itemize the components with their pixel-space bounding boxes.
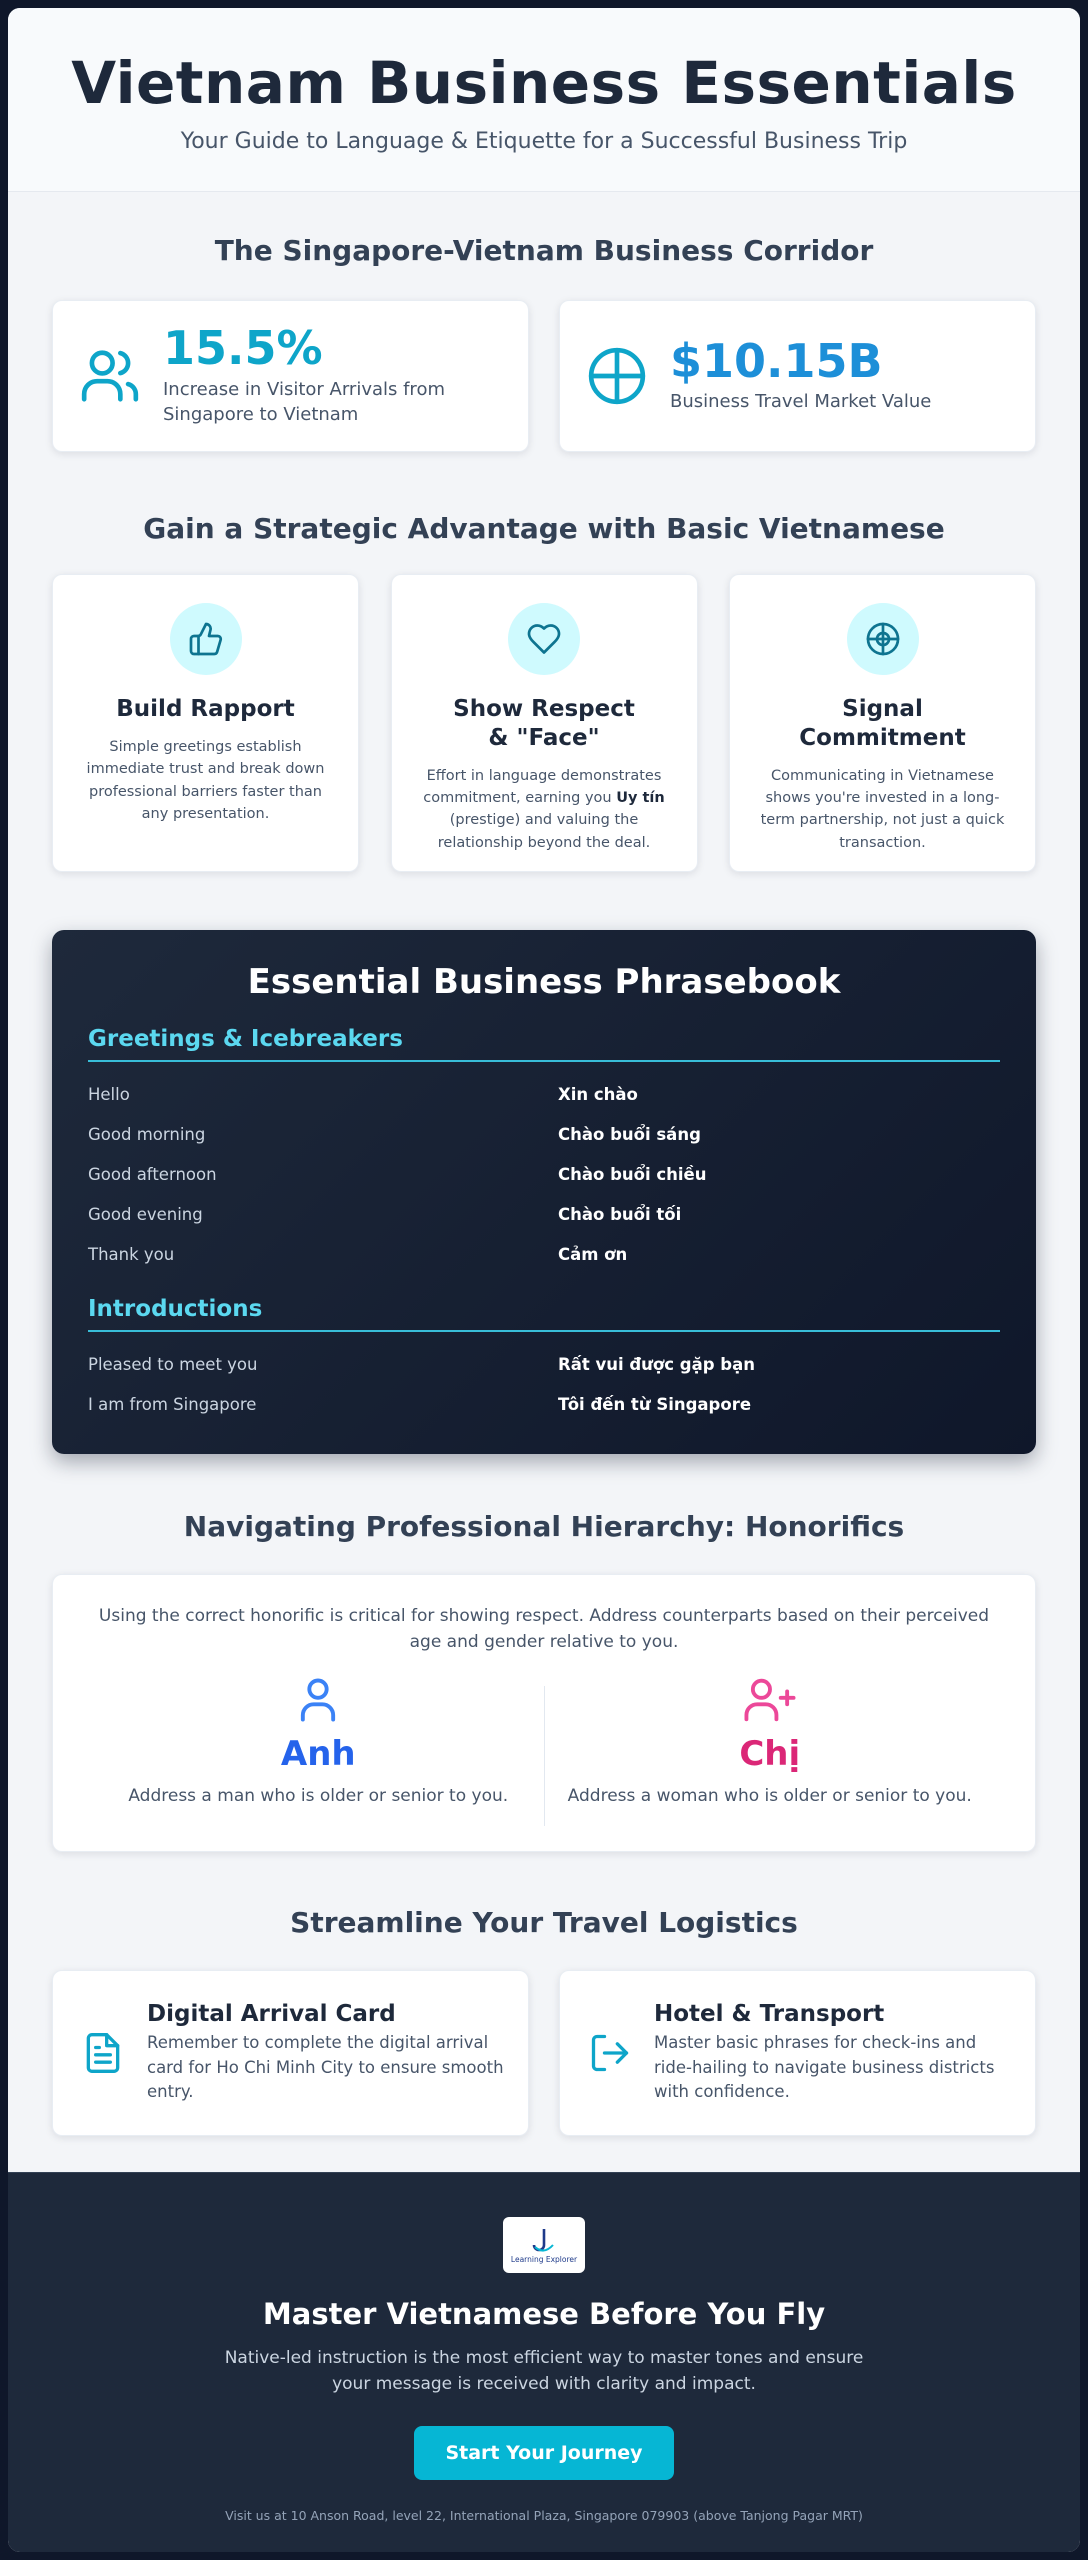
stat-value: $10.15B bbox=[670, 334, 883, 389]
text-segment: Effort in language demonstrates commitment, earning you bbox=[423, 767, 662, 806]
globe-icon bbox=[865, 621, 901, 657]
phrasebook-section-heading: Introductions bbox=[88, 1296, 1000, 1332]
phrase-vietnamese: Tôi đến từ Singapore bbox=[558, 1394, 752, 1414]
footer-subtitle: Native-led instruction is the most efficient way to master tones and ensure your message is received with clarity and impact. bbox=[224, 2348, 864, 2395]
advantage-card-build-rapport bbox=[52, 574, 359, 872]
logistics-card-hotel bbox=[559, 1970, 1036, 2136]
phrasebook-title: Essential Business Phrasebook bbox=[247, 962, 841, 1002]
document-icon bbox=[81, 2031, 125, 2075]
stat-card-visitor-arrivals bbox=[52, 300, 529, 452]
phrase-english: Good evening bbox=[88, 1204, 203, 1224]
advantage-icon-circle bbox=[847, 603, 919, 675]
phrase-row bbox=[88, 1154, 1000, 1194]
logistics-card-text: Master basic phrases for check-ins and ride-hailing to navigate business districts with confidence. bbox=[654, 2032, 995, 2102]
stat-label: Increase in Visitor Arrivals from Singapore to Vietnam bbox=[163, 378, 445, 426]
honorific-word: Anh bbox=[280, 1733, 356, 1774]
users-icon bbox=[79, 345, 141, 407]
logistics-section-title: Streamline Your Travel Logistics bbox=[290, 1906, 798, 1939]
advantage-icon-circle bbox=[508, 603, 580, 675]
advantage-cards bbox=[52, 574, 1036, 872]
page-title: Vietnam Business Essentials bbox=[71, 49, 1017, 117]
globe-icon bbox=[586, 345, 648, 407]
corridor-stats bbox=[52, 300, 1036, 452]
phrase-row bbox=[88, 1114, 1000, 1154]
footer-address: Visit us at 10 Anson Road, level 22, International Plaza, Singapore 079903 (above Tanjong Pagar MRT) bbox=[225, 2507, 863, 2523]
honorific-anh bbox=[93, 1674, 544, 1826]
advantage-icon-circle bbox=[170, 603, 242, 675]
honorific-description: Address a woman who is older or senior to you. bbox=[567, 1785, 972, 1806]
phrasebook-panel bbox=[52, 930, 1036, 1454]
phrase-vietnamese: Cảm ơn bbox=[558, 1244, 628, 1264]
advantage-card-text: Simple greetings establish immediate trust and break down professional barriers faster than any presentation. bbox=[86, 738, 325, 823]
advantage-card-show-respect bbox=[391, 574, 698, 872]
phrase-row bbox=[88, 1384, 1000, 1424]
advantage-card-text bbox=[418, 765, 671, 855]
corridor-section-title: The Singapore-Vietnam Business Corridor bbox=[214, 234, 874, 267]
phrase-english: I am from Singapore bbox=[88, 1394, 257, 1414]
footer-title: Master Vietnamese Before You Fly bbox=[262, 2297, 826, 2331]
advantage-card-signal-commitment bbox=[729, 574, 1036, 872]
logistics-card-text: Remember to complete the digital arrival card for Ho Chi Minh City to ensure smooth entry. bbox=[147, 2032, 504, 2102]
stat-label: Business Travel Market Value bbox=[670, 391, 932, 413]
page bbox=[8, 8, 1080, 2552]
phrase-english: Good morning bbox=[88, 1124, 206, 1144]
brand-logo bbox=[503, 2217, 585, 2273]
advantage-card-text: Communicating in Vietnamese shows you're invested in a long-term partnership, not just a quick transaction. bbox=[760, 767, 1005, 851]
phrase-row bbox=[88, 1074, 1000, 1114]
text-segment: (prestige) and valuing the relationship beyond the deal. bbox=[437, 812, 651, 851]
page-subtitle: Your Guide to Language & Etiquette for a Successful Business Trip bbox=[180, 128, 908, 154]
phrase-row bbox=[88, 1194, 1000, 1234]
phrase-vietnamese: Xin chào bbox=[558, 1084, 638, 1104]
advantage-section-title: Gain a Strategic Advantage with Basic Vietnamese bbox=[143, 512, 945, 545]
advantage-card-title: Show Respect & "Face" bbox=[453, 696, 635, 751]
phrase-row bbox=[88, 1344, 1000, 1384]
phrase-english: Hello bbox=[88, 1084, 130, 1104]
phrase-english: Pleased to meet you bbox=[88, 1354, 258, 1374]
phrase-list-introductions bbox=[88, 1344, 1000, 1424]
phrase-vietnamese: Chào buổi chiều bbox=[558, 1164, 707, 1184]
phrase-vietnamese: Chào buổi sáng bbox=[558, 1124, 701, 1144]
user-plus-icon bbox=[740, 1674, 800, 1726]
phrase-list-greetings bbox=[88, 1074, 1000, 1274]
log-in-icon bbox=[588, 2031, 632, 2075]
phrase-row bbox=[88, 1234, 1000, 1274]
stat-card-market-value bbox=[559, 300, 1036, 452]
logo-text: Learning Explorer bbox=[510, 2254, 578, 2264]
start-journey-button[interactable]: Start Your Journey bbox=[414, 2426, 674, 2480]
phrasebook-section-heading: Greetings & Icebreakers bbox=[88, 1026, 1000, 1062]
stat-value: 15.5% bbox=[163, 321, 323, 376]
user-icon bbox=[292, 1674, 344, 1726]
logistics-cards bbox=[52, 1970, 1036, 2136]
footer-cta bbox=[8, 2172, 1080, 2552]
uy-tin-term: Uy tín bbox=[616, 789, 665, 806]
phrase-english: Thank you bbox=[88, 1244, 175, 1264]
thumbs-up-icon bbox=[188, 621, 224, 657]
honorific-word: Chị bbox=[739, 1733, 801, 1774]
heart-icon bbox=[526, 621, 562, 657]
honorifics-columns bbox=[93, 1674, 995, 1826]
honorifics-section-title: Navigating Professional Hierarchy: Honorifics bbox=[183, 1510, 905, 1543]
phrase-vietnamese: Chào buổi tối bbox=[558, 1204, 682, 1224]
honorifics-card bbox=[52, 1574, 1036, 1852]
logistics-card-title: Hotel & Transport bbox=[654, 2000, 885, 2027]
honorific-chi bbox=[545, 1674, 996, 1826]
anchor-logo-icon bbox=[529, 2227, 559, 2253]
honorific-description: Address a man who is older or senior to you. bbox=[128, 1785, 509, 1806]
advantage-card-title: Signal Commitment bbox=[799, 696, 966, 751]
logistics-card-title: Digital Arrival Card bbox=[147, 2000, 396, 2027]
advantage-card-title: Build Rapport bbox=[116, 696, 295, 722]
phrase-vietnamese: Rất vui được gặp bạn bbox=[558, 1354, 755, 1374]
honorifics-intro: Using the correct honorific is critical for showing respect. Address counterparts based on their perceived age and gender relative to you. bbox=[98, 1606, 990, 1653]
hero-header bbox=[8, 8, 1080, 192]
logistics-card-arrival bbox=[52, 1970, 529, 2136]
phrase-english: Good afternoon bbox=[88, 1164, 217, 1184]
